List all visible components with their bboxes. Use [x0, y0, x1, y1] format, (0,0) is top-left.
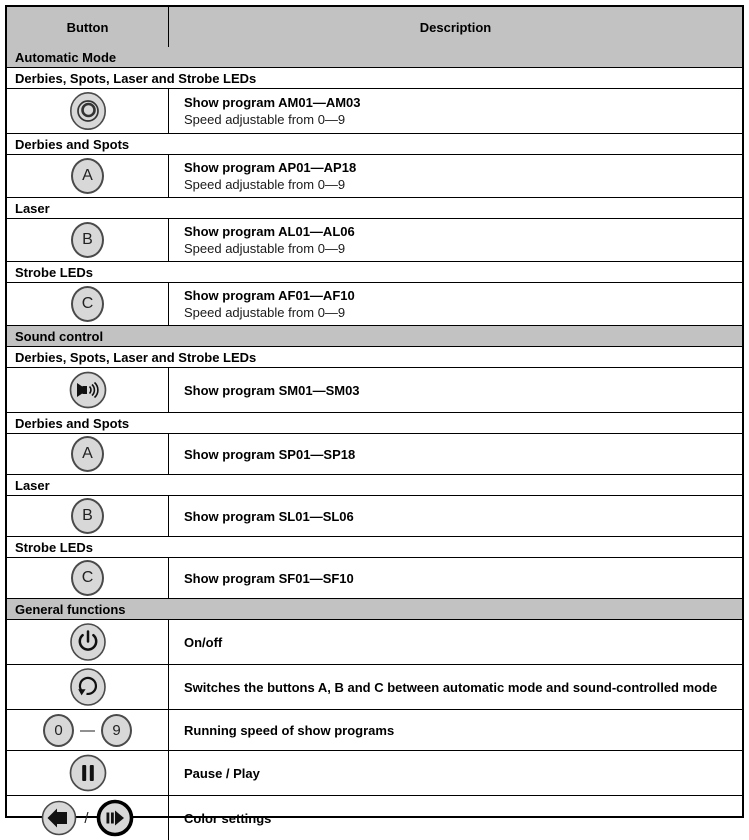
b-button: B: [71, 498, 104, 534]
section-row: [7, 325, 742, 346]
table-row: [7, 619, 742, 664]
description-title: Show program AP01—AP18: [184, 160, 357, 175]
description-column-header: Description: [419, 19, 492, 35]
description-title: Show program AF01—AF10: [184, 288, 355, 303]
description-cell: [169, 496, 742, 536]
subheader-row: [7, 412, 742, 433]
subheader-label: Derbies and Spots: [15, 415, 130, 431]
subheader-row: [7, 197, 742, 218]
table-row: [7, 218, 742, 261]
section-row: [7, 598, 742, 619]
table-row: [7, 88, 742, 133]
description-title: Running speed of show programs: [184, 722, 395, 738]
b-button: B: [71, 222, 104, 258]
subheader-label: Strobe LEDs: [15, 539, 94, 555]
pause-button-icon: [68, 753, 108, 793]
subheader-row: [7, 67, 742, 88]
button-cell: [7, 496, 169, 536]
button-column-header: Button: [7, 7, 169, 47]
a-button: A: [71, 436, 104, 472]
a-button: A: [71, 158, 104, 194]
button-cell: [7, 219, 169, 261]
button-description-table: [5, 5, 744, 827]
subheader-label: Laser: [15, 477, 50, 493]
description-cell: [169, 155, 742, 197]
digit-0-button: 0: [43, 714, 74, 747]
description-title: Show program SM01—SM03: [184, 382, 360, 398]
section-label: Sound control: [15, 328, 104, 344]
subheader-row: [7, 133, 742, 154]
c-button: C: [71, 560, 104, 596]
button-cell: [7, 155, 169, 197]
subheader-label: Strobe LEDs: [15, 264, 94, 280]
subheader-row: [7, 346, 742, 367]
subheader-label: Laser: [15, 200, 50, 216]
description-title: Switches the buttons A, B and C between automatic mode and sound-controlled mode: [184, 679, 718, 695]
description-cell: [169, 751, 742, 795]
button-cell: [7, 434, 169, 474]
description-title: Show program AM01—AM03: [184, 95, 361, 110]
step-forward-button-icon: [95, 798, 135, 838]
description-title: Show program SP01—SP18: [184, 446, 356, 462]
section-label: Automatic Mode: [15, 49, 117, 65]
description-subtitle: Speed adjustable from 0—9: [184, 112, 346, 127]
description-title: Show program SF01—SF10: [184, 570, 354, 586]
table-row: [7, 154, 742, 197]
subheader-label: Derbies, Spots, Laser and Strobe LEDs: [15, 349, 257, 365]
rings-button-icon: [69, 91, 107, 131]
subheader-label: Derbies, Spots, Laser and Strobe LEDs: [15, 70, 257, 86]
button-cell: [7, 665, 169, 709]
table-row: [7, 557, 742, 598]
table-row: [7, 495, 742, 536]
slash-separator: /: [84, 809, 89, 827]
description-cell: [169, 796, 742, 840]
description-cell: [169, 620, 742, 664]
button-cell: [7, 89, 169, 133]
subheader-row: [7, 261, 742, 282]
back-arrow-button-icon: [40, 799, 78, 837]
description-cell: [169, 368, 742, 412]
button-cell: [7, 751, 169, 795]
description-cell: [169, 219, 742, 261]
button-cell: [7, 620, 169, 664]
subheader-row: [7, 474, 742, 495]
button-cell: [7, 710, 169, 750]
table-row: [7, 709, 742, 750]
description-cell: [169, 710, 742, 750]
subheader-label: Derbies and Spots: [15, 136, 130, 152]
description-title: Show program AL01—AL06: [184, 224, 355, 239]
table-row: [7, 750, 742, 795]
description-title: Color settings: [184, 810, 272, 826]
dash-separator: —: [80, 721, 95, 739]
description-cell: [169, 283, 742, 325]
c-button: C: [71, 286, 104, 322]
description-subtitle: Speed adjustable from 0—9: [184, 177, 346, 192]
table-row: [7, 367, 742, 412]
description-title: On/off: [184, 634, 223, 650]
description-subtitle: Speed adjustable from 0—9: [184, 305, 346, 320]
table-header-row: [7, 7, 742, 47]
table-row: [7, 664, 742, 709]
table-row: [7, 795, 742, 840]
digit-9-button: 9: [101, 714, 132, 747]
button-cell: [7, 283, 169, 325]
button-cell: [7, 558, 169, 598]
section-label: General functions: [15, 601, 126, 617]
button-cell: [7, 368, 169, 412]
mode-switch-button-icon: [69, 667, 107, 707]
button-cell: [7, 796, 169, 840]
speaker-button-icon: [68, 370, 108, 410]
subheader-row: [7, 536, 742, 557]
table-row: [7, 433, 742, 474]
description-subtitle: Speed adjustable from 0—9: [184, 241, 346, 256]
description-cell: [169, 89, 742, 133]
description-cell: [169, 558, 742, 598]
description-cell: [169, 665, 742, 709]
description-title: Pause / Play: [184, 765, 260, 781]
description-title: Show program SL01—SL06: [184, 508, 354, 524]
table-row: [7, 282, 742, 325]
section-row: [7, 47, 742, 67]
power-button-icon: [69, 622, 107, 662]
description-cell: [169, 434, 742, 474]
